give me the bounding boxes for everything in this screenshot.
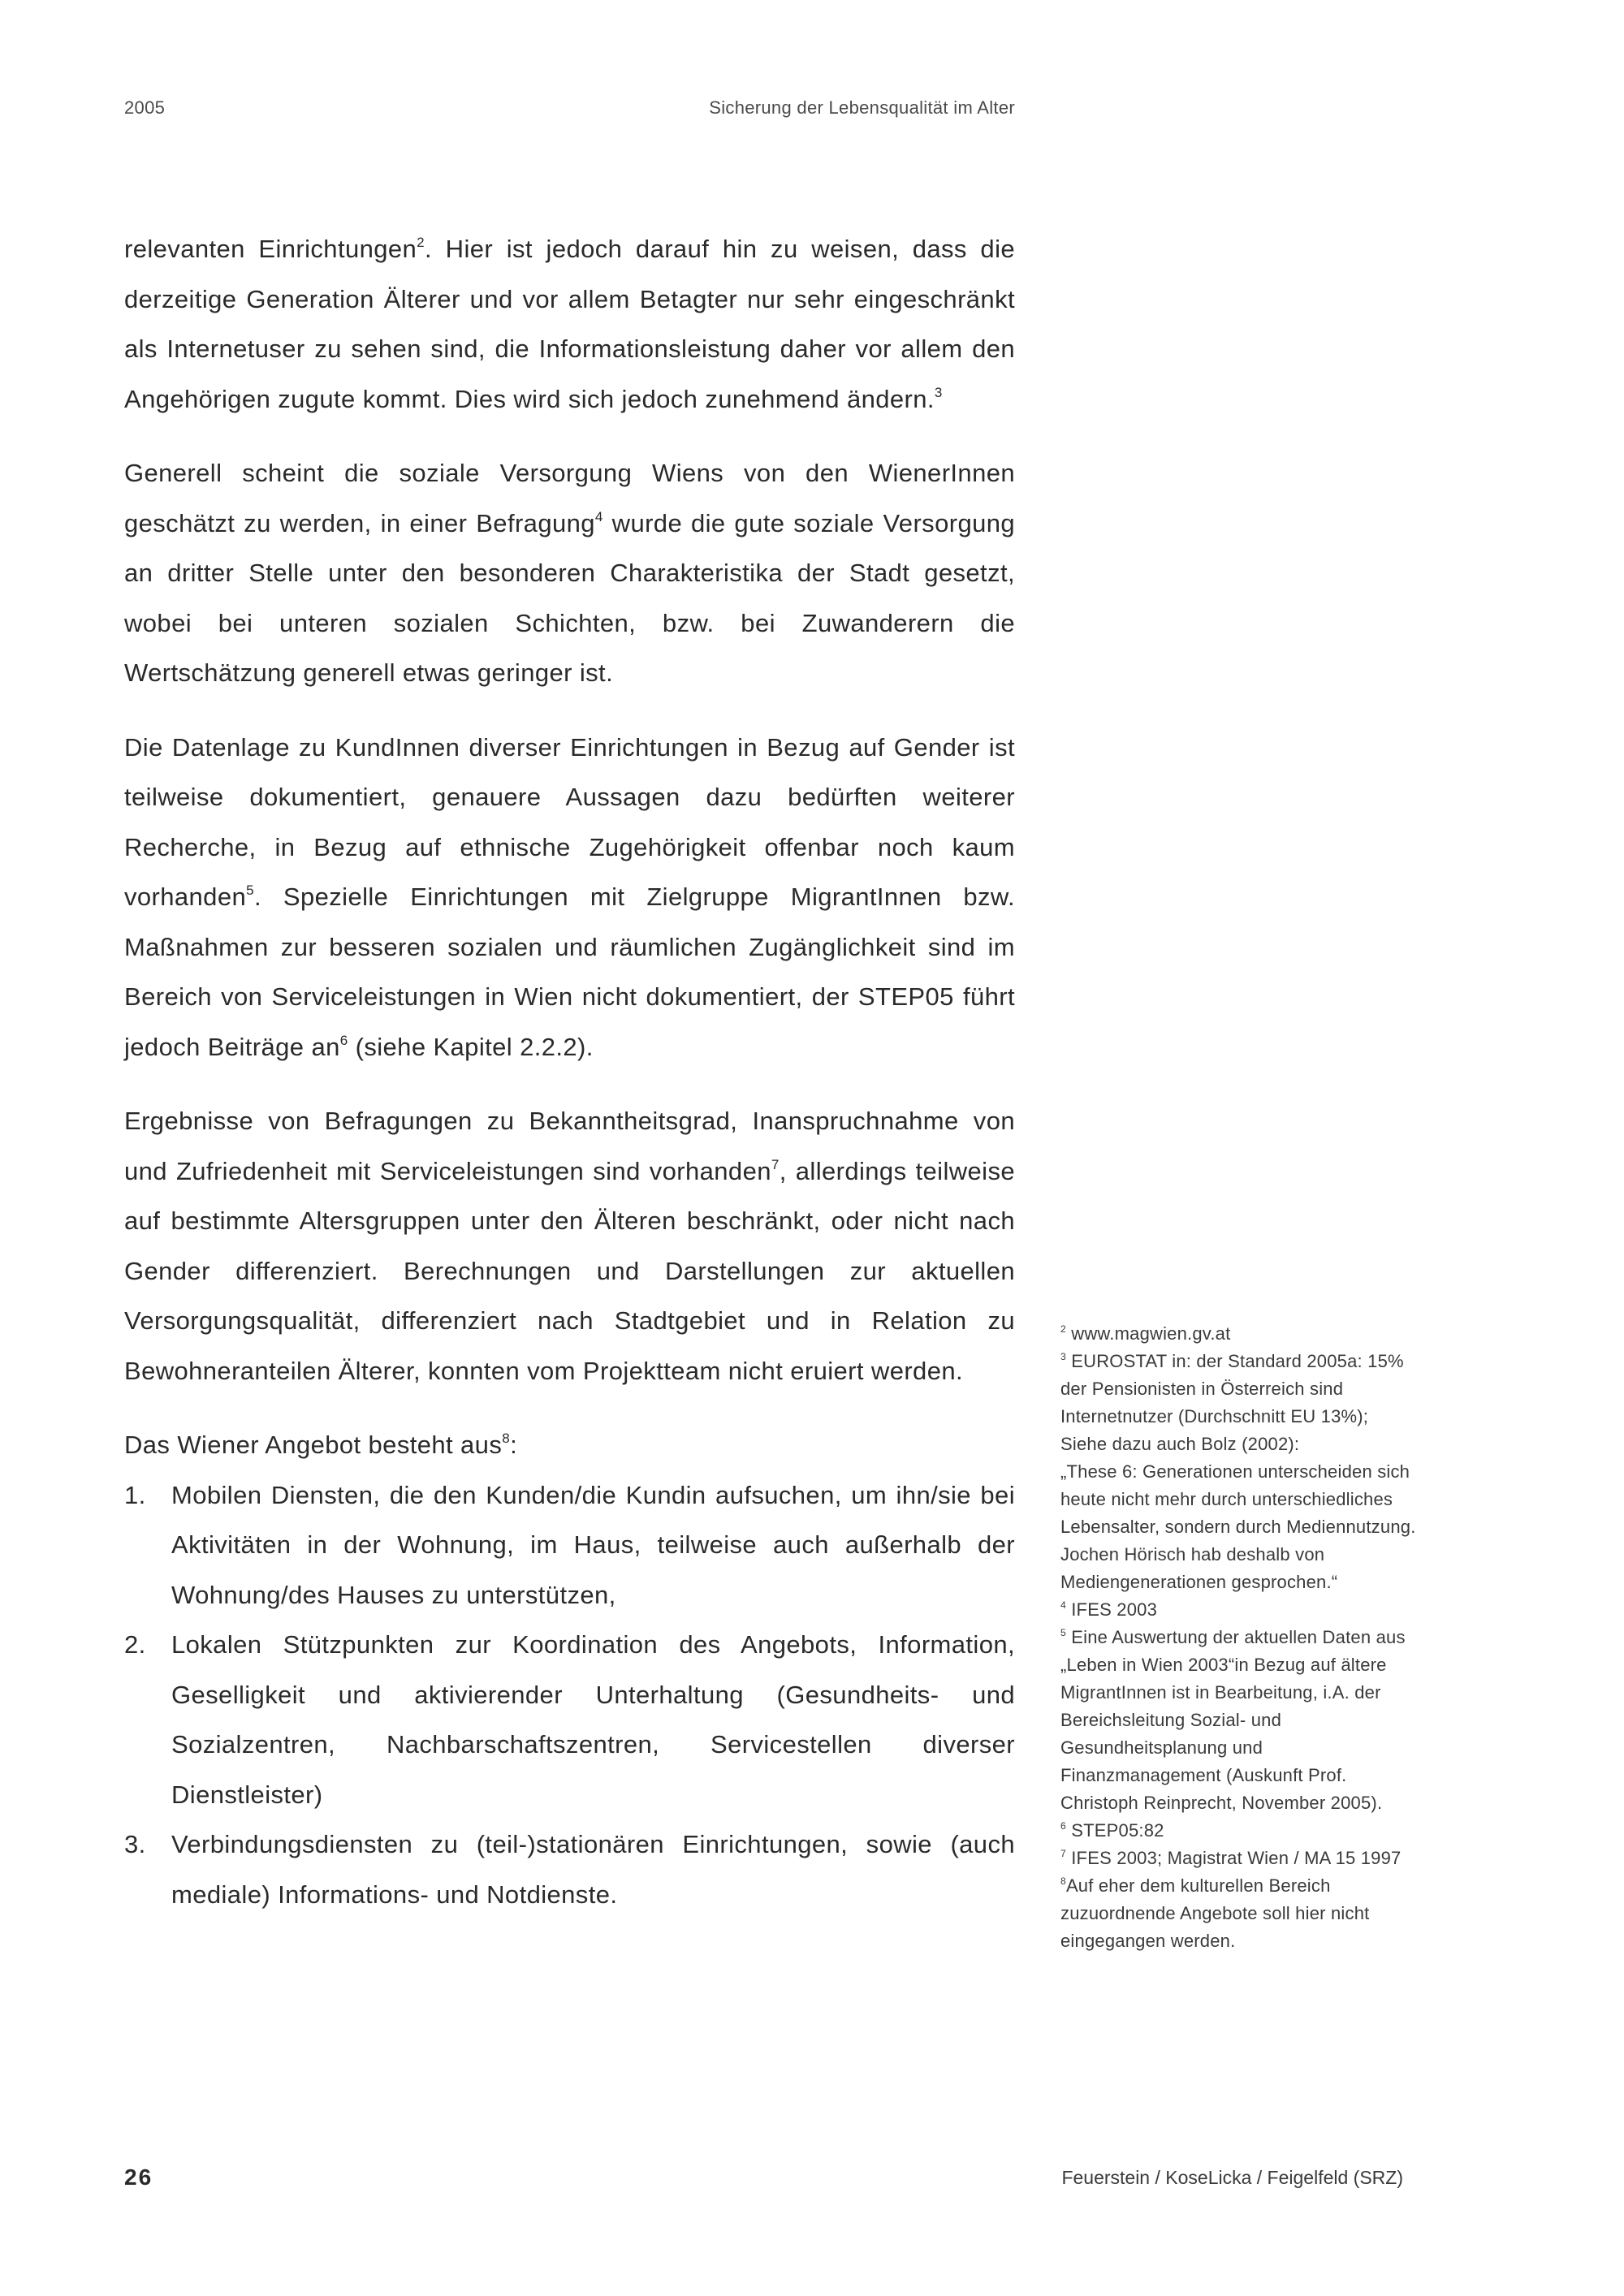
footnote [1060,1596,1418,1624]
list-number: 3. [124,1830,146,1858]
list-item [124,1819,1015,1919]
p3-text-b: . Spezielle Einrichtungen mit Zielgruppe MigrantInnen bzw. Maßnahmen zur besseren sozialen und räumlichen Zugänglichkeit sind im Bereich von Serviceleistungen in Wien nicht dokumentiert, der STEP05 führt jedoch Beiträge an [124,883,1015,1061]
footnote-text: EUROSTAT in: der Standard 2005a: 15% der Pensionisten in Österreich sind Internetnutzer (Durchschnitt EU 13%); [1060,1351,1404,1426]
list-number: 1. [124,1480,146,1509]
header-year: 2005 [124,97,166,118]
footnote-ref-5: 5 [246,883,254,899]
list-item [124,1470,1015,1621]
list-item-text: Verbindungsdiensten zu (teil-)stationären Einrichtungen, sowie (auch mediale) Informations- und Notdienste. [171,1830,1015,1909]
footnote [1060,1624,1418,1817]
p3-text-c: (siehe Kapitel 2.2.2). [348,1032,594,1061]
p4-text-b: , allerdings teilweise auf bestimmte Altersgruppen unter den Älteren beschränkt, oder nicht nach Gender differenziert. Berechnungen und Darstellungen zur aktuellen Versorgungsqualität, differenziert nach Stadtgebiet und in Relation zu Bewohneranteilen Älterer, konnten vom Projektteam nicht eruiert werden. [124,1156,1015,1385]
p1-text-a: relevanten Einrichtungen [124,235,417,263]
footnote-text: Eine Auswertung der aktuellen Daten aus „Leben in Wien 2003“in Bezug auf ältere MigrantInnen ist in Bearbeitung, i.A. der Bereichsleitung Sozial- und Gesundheitsplanung und Finanzmanagement (Auskunft Prof. Christoph Reinprecht, November 2005). [1060,1627,1406,1813]
intro-text: Das Wiener Angebot besteht aus [124,1431,503,1459]
footnote-ref-8: 8 [502,1431,511,1447]
footnote-number: 6 [1060,1819,1066,1832]
footnote [1060,1458,1418,1596]
footnote-number: 5 [1060,1626,1066,1638]
header-title: Sicherung der Lebensqualität im Alter [709,97,1015,118]
footer-authors: Feuerstein / KoseLicka / Feigelfeld (SRZ) [1061,2167,1403,2188]
footnote-number: 4 [1060,1599,1066,1611]
list-item-text: Mobilen Diensten, die den Kunden/die Kundin aufsuchen, um ihn/sie bei Aktivitäten in der Wohnung, im Haus, teilweise auch außerhalb der Wohnung/des Hauses zu unterstützen, [171,1480,1015,1609]
footnote-ref-2: 2 [417,235,425,251]
p2-text-a: Generell scheint die soziale Versorgung Wiens von den WienerInnen geschätzt zu werden, in einer Befragung [124,459,1015,537]
footnote-text: Siehe dazu auch Bolz (2002): [1060,1434,1300,1454]
footnotes [1060,1320,1418,1955]
footnote-text: STEP05:82 [1065,1820,1164,1841]
list-item-text: Lokalen Stützpunkten zur Koordination des Angebots, Information, Geselligkeit und aktivierender Unterhaltung (Gesundheits- und Sozialzentren, Nachbarschaftszentren, Servicestellen diverser Dienstleister) [171,1630,1015,1809]
footnote [1060,1817,1418,1845]
footnote-text: IFES 2003; Magistrat Wien / MA 15 1997 [1065,1848,1402,1868]
p3-text-a: Die Datenlage zu KundInnen diverser Einrichtungen in Bezug auf Gender ist teilweise dokumentiert, genauere Aussagen dazu bedürften weiterer Recherche, in Bezug auf ethnische Zugehörigkeit offenbar noch kaum vorhanden [124,732,1015,911]
footnote-text: www.magwien.gv.at [1065,1323,1231,1344]
footnote [1060,1845,1418,1872]
footnote-ref-7: 7 [771,1156,780,1172]
footnote [1060,1431,1418,1458]
footnote-number: 3 [1060,1350,1066,1362]
list-intro [124,1420,1015,1470]
footnote-ref-6: 6 [339,1032,348,1048]
main-text [124,224,1015,1919]
list-number: 2. [124,1630,146,1659]
footnote-number: 7 [1060,1847,1066,1859]
paragraph-4 [124,1096,1015,1396]
offer-list [124,1470,1015,1920]
footnote-number: 8 [1060,1875,1066,1887]
footnote [1060,1320,1418,1348]
p2-text-b: wurde die gute soziale Versorgung an dritter Stelle unter den besonderen Charakteristika der Stadt gesetzt, wobei bei unteren sozialen Schichten, bzw. bei Zuwanderern die Wertschätzung generell etwas geringer ist. [124,508,1016,687]
p1-text-b: . Hier ist jedoch darauf hin zu weisen, dass die derzeitige Generation Älterer und vor allem Betagter nur sehr eingeschränkt als Internetuser zu sehen sind, die Informationsleistung daher vor allem den Angehörigen zugute kommt. Dies wird sich jedoch zunehmend ändern. [124,235,1016,413]
footnote-text: Auf eher dem kulturellen Bereich zuzuordnende Angebote soll hier nicht eingegangen werden. [1060,1875,1370,1951]
footnote-number: 2 [1060,1323,1066,1335]
footnote-ref-4: 4 [594,508,603,524]
paragraph-3 [124,723,1015,1072]
page-number: 26 [124,2164,153,2190]
list-item [124,1620,1015,1819]
footnote-text: „These 6: Generationen unterscheiden sich heute nicht mehr durch unterschiedliches Lebensalter, sondern durch Mediennutzung. Jochen Hörisch hab deshalb von Mediengenerationen gesprochen.“ [1060,1461,1416,1592]
paragraph-2 [124,448,1015,698]
intro-colon: : [510,1431,518,1459]
footnote-ref-3: 3 [934,384,943,400]
footnote [1060,1872,1418,1955]
p4-text-a: Ergebnisse von Befragungen zu Bekanntheitsgrad, Inanspruchnahme von und Zufriedenheit mit Serviceleistungen sind vorhanden [124,1107,1015,1185]
footnote-text: IFES 2003 [1065,1599,1158,1620]
footnote [1060,1348,1418,1431]
paragraph-1 [124,224,1015,424]
